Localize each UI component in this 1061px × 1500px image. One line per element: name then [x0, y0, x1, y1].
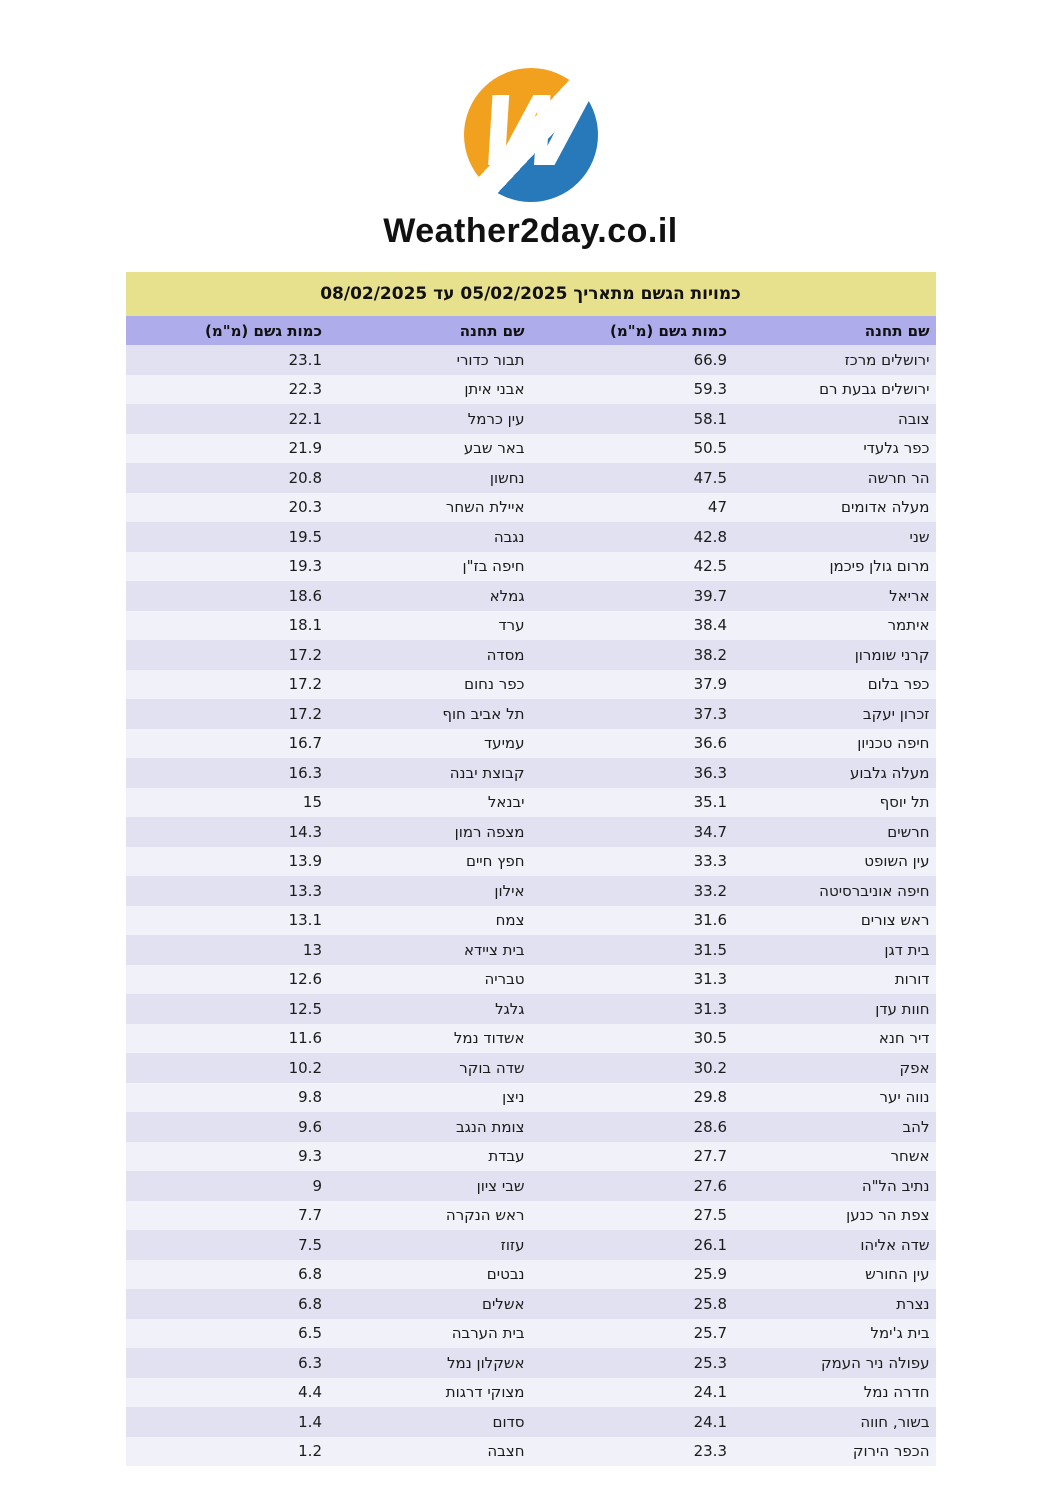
- amount-cell: 42.8: [693, 527, 727, 546]
- amount-cell: 24.1: [693, 1383, 727, 1402]
- table-row: [126, 1289, 936, 1319]
- station-cell: בשור, חווה: [860, 1412, 930, 1431]
- table-row: [126, 1142, 936, 1172]
- table-row: [126, 965, 936, 995]
- station-cell: כפר נחום: [464, 675, 525, 694]
- amount-cell: 6.8: [298, 1294, 322, 1313]
- amount-cell: 36.6: [693, 734, 727, 753]
- amount-cell: 24.1: [693, 1412, 727, 1431]
- station-cell: צומת הנגב: [456, 1117, 525, 1136]
- station-cell: דורות: [894, 970, 930, 989]
- station-cell: מסדה: [486, 645, 525, 664]
- station-cell: נצרת: [896, 1294, 930, 1313]
- amount-cell: 19.5: [288, 527, 322, 546]
- table-row: [126, 1407, 936, 1437]
- amount-cell: 21.9: [288, 439, 322, 458]
- table-row: [126, 1319, 936, 1349]
- amount-cell: 38.4: [693, 616, 727, 635]
- station-cell: עמיעד: [483, 734, 525, 753]
- amount-cell: 31.3: [693, 999, 727, 1018]
- amount-cell: 36.3: [693, 763, 727, 782]
- table-row: [126, 758, 936, 788]
- station-cell: עין כרמל: [467, 409, 525, 428]
- table-row: [126, 876, 936, 906]
- amount-cell: 20.3: [288, 498, 322, 517]
- station-cell: אבני איתן: [464, 380, 525, 399]
- amount-cell: 29.8: [693, 1088, 727, 1107]
- logo-w-letter: W: [471, 76, 590, 188]
- amount-cell: 9.6: [298, 1117, 322, 1136]
- amount-cell: 27.6: [693, 1176, 727, 1195]
- table-row: [126, 1171, 936, 1201]
- amount-cell: 39.7: [693, 586, 727, 605]
- amount-cell: 38.2: [693, 645, 727, 664]
- station-cell: טבריה: [484, 970, 525, 989]
- table-row: [126, 581, 936, 611]
- table-row: [126, 1053, 936, 1083]
- table-row: [126, 1083, 936, 1113]
- station-cell: אילון: [494, 881, 525, 900]
- station-cell: בית דגן: [884, 940, 930, 959]
- amount-cell: 7.5: [298, 1235, 322, 1254]
- station-cell: כפר גלעדי: [863, 439, 930, 458]
- amount-cell: 13.9: [288, 852, 322, 871]
- station-cell: נגבה: [493, 527, 525, 546]
- amount-cell: 17.2: [288, 675, 322, 694]
- amount-cell: 9: [312, 1176, 322, 1195]
- amount-cell: 42.5: [693, 557, 727, 576]
- table-row: [126, 434, 936, 464]
- station-cell: גמלא: [489, 586, 525, 605]
- table-row: [126, 1024, 936, 1054]
- amount-cell: 47: [707, 498, 727, 517]
- amount-cell: 59.3: [693, 380, 727, 399]
- table-row: [126, 817, 936, 847]
- amount-cell: 23.1: [288, 350, 322, 369]
- amount-cell: 66.9: [693, 350, 727, 369]
- amount-cell: 34.7: [693, 822, 727, 841]
- station-cell: תל יוסף: [879, 793, 930, 812]
- amount-cell: 19.3: [288, 557, 322, 576]
- amount-cell: 4.4: [298, 1383, 322, 1402]
- table-row: [126, 906, 936, 936]
- station-cell: נבטים: [486, 1265, 525, 1284]
- station-cell: מעלה אדומים: [841, 498, 930, 517]
- station-cell: עין החורש: [865, 1265, 930, 1284]
- station-cell: חפץ חיים: [466, 852, 525, 871]
- amount-cell: 31.6: [693, 911, 727, 930]
- station-cell: איילת השחר: [445, 498, 525, 517]
- amount-cell: 26.1: [693, 1235, 727, 1254]
- station-cell: קבוצת יבנה: [449, 763, 525, 782]
- table-row: [126, 345, 936, 375]
- station-cell: יבנאל: [487, 793, 525, 812]
- station-cell: ניצן: [502, 1088, 525, 1107]
- amount-cell: 7.7: [298, 1206, 322, 1225]
- station-cell: ראש צורים: [860, 911, 930, 930]
- station-cell: הכפר הירוק: [852, 1442, 930, 1461]
- amount-cell: 18.6: [288, 586, 322, 605]
- station-cell: סדום: [492, 1412, 525, 1431]
- station-cell: צמח: [495, 911, 525, 930]
- col-header-station-1: שם תחנה: [733, 316, 936, 345]
- amount-cell: 16.7: [288, 734, 322, 753]
- amount-cell: 22.1: [288, 409, 322, 428]
- amount-cell: 20.8: [288, 468, 322, 487]
- amount-cell: 25.9: [693, 1265, 727, 1284]
- amount-cell: 25.8: [693, 1294, 727, 1313]
- amount-cell: 23.3: [693, 1442, 727, 1461]
- table-row: [126, 404, 936, 434]
- table-row: [126, 1378, 936, 1408]
- table-row: [126, 1260, 936, 1290]
- station-cell: ראש הנקרה: [445, 1206, 525, 1225]
- table-row: [126, 493, 936, 523]
- col-header-amount-1: כמות גשם (מ"מ): [531, 316, 734, 345]
- amount-cell: 6.5: [298, 1324, 322, 1343]
- amount-cell: 33.3: [693, 852, 727, 871]
- station-cell: כפר בלום: [867, 675, 930, 694]
- station-cell: צפת הר כנען: [846, 1206, 930, 1225]
- amount-cell: 1.2: [298, 1442, 322, 1461]
- amount-cell: 25.7: [693, 1324, 727, 1343]
- station-cell: חיפה אוניברסיטה: [819, 881, 930, 900]
- station-cell: ירושלים גבעת רם: [819, 380, 930, 399]
- amount-cell: 17.2: [288, 645, 322, 664]
- amount-cell: 12.6: [288, 970, 322, 989]
- amount-cell: 16.3: [288, 763, 322, 782]
- station-cell: נתיב הל"ה: [861, 1176, 930, 1195]
- table-row: [126, 1112, 936, 1142]
- table-row: [126, 1437, 936, 1467]
- table-row: [126, 552, 936, 582]
- table-row: [126, 788, 936, 818]
- station-cell: אריאל: [889, 586, 930, 605]
- amount-cell: 14.3: [288, 822, 322, 841]
- amount-cell: 13: [302, 940, 322, 959]
- amount-cell: 47.5: [693, 468, 727, 487]
- table-header-row: [126, 316, 936, 345]
- station-cell: תל אביב חוף: [442, 704, 525, 723]
- amount-cell: 33.2: [693, 881, 727, 900]
- table-row: [126, 847, 936, 877]
- station-cell: עין השופט: [864, 852, 930, 871]
- station-cell: ירושלים מרכז: [844, 350, 930, 369]
- station-cell: אשחר: [890, 1147, 930, 1166]
- station-cell: מצוקי דרגות: [445, 1383, 525, 1402]
- amount-cell: 15: [302, 793, 322, 812]
- table-row: [126, 994, 936, 1024]
- amount-cell: 31.3: [693, 970, 727, 989]
- station-cell: אשדוד נמל: [453, 1029, 525, 1048]
- site-header: [0, 0, 1061, 251]
- amount-cell: 30.5: [693, 1029, 727, 1048]
- amount-cell: 13.3: [288, 881, 322, 900]
- station-cell: זכרון יעקב: [862, 704, 930, 723]
- station-cell: נחשון: [489, 468, 525, 487]
- rain-table-body: [126, 345, 936, 1466]
- station-cell: עזוז: [500, 1235, 525, 1254]
- station-cell: עבדת: [488, 1147, 525, 1166]
- amount-cell: 28.6: [693, 1117, 727, 1136]
- amount-cell: 31.5: [693, 940, 727, 959]
- rain-table-section: [126, 272, 936, 1466]
- station-cell: להב: [902, 1117, 930, 1136]
- table-row: [126, 640, 936, 670]
- station-cell: עפולה ניר העמק: [820, 1353, 930, 1372]
- station-cell: חצבה: [487, 1442, 525, 1461]
- table-title: כמויות הגשם מתאריך 05/02/2025 עד 08/02/2025: [126, 272, 936, 316]
- amount-cell: 18.1: [288, 616, 322, 635]
- col-header-station-2: שם תחנה: [328, 316, 531, 345]
- amount-cell: 27.5: [693, 1206, 727, 1225]
- station-cell: בית הערבה: [451, 1324, 525, 1343]
- station-cell: בית ציידא: [464, 940, 525, 959]
- station-cell: אשלים: [482, 1294, 525, 1313]
- station-cell: מצפה רמון: [454, 822, 525, 841]
- amount-cell: 50.5: [693, 439, 727, 458]
- table-row: [126, 1230, 936, 1260]
- station-cell: בית ג'ימל: [870, 1324, 930, 1343]
- table-row: [126, 699, 936, 729]
- table-row: [126, 729, 936, 759]
- station-cell: חרשים: [887, 822, 930, 841]
- amount-cell: 37.9: [693, 675, 727, 694]
- table-row: [126, 670, 936, 700]
- station-cell: שני: [909, 527, 930, 546]
- station-cell: מרום גולן פיכמן: [829, 557, 930, 576]
- amount-cell: 30.2: [693, 1058, 727, 1077]
- amount-cell: 22.3: [288, 380, 322, 399]
- table-row: [126, 611, 936, 641]
- amount-cell: 6.8: [298, 1265, 322, 1284]
- station-cell: נווה יער: [879, 1088, 930, 1107]
- amount-cell: 10.2: [288, 1058, 322, 1077]
- station-cell: אפק: [899, 1058, 930, 1077]
- table-row: [126, 1348, 936, 1378]
- station-cell: חיפה טכניון: [857, 734, 930, 753]
- station-cell: ערד: [498, 616, 525, 635]
- station-cell: גלגל: [495, 999, 525, 1018]
- site-wordmark: Weather2day.co.il: [383, 212, 678, 250]
- amount-cell: 13.1: [288, 911, 322, 930]
- amount-cell: 27.7: [693, 1147, 727, 1166]
- amount-cell: 12.5: [288, 999, 322, 1018]
- amount-cell: 37.3: [693, 704, 727, 723]
- amount-cell: 25.3: [693, 1353, 727, 1372]
- station-cell: שבי ציון: [476, 1176, 525, 1195]
- station-cell: שדה אליהו: [860, 1235, 930, 1254]
- col-header-amount-2: כמות גשם (מ"מ): [126, 316, 329, 345]
- station-cell: תבור כדורי: [456, 350, 525, 369]
- station-cell: איתמר: [887, 616, 930, 635]
- amount-cell: 6.3: [298, 1353, 322, 1372]
- table-row: [126, 935, 936, 965]
- station-cell: באר שבע: [463, 439, 525, 458]
- station-cell: דיר חנא: [878, 1029, 930, 1048]
- table-row: [126, 463, 936, 493]
- amount-cell: 35.1: [693, 793, 727, 812]
- amount-cell: 11.6: [288, 1029, 322, 1048]
- station-cell: הר חרשה: [867, 468, 930, 487]
- station-cell: חוות עדן: [875, 999, 930, 1018]
- station-cell: צובה: [898, 409, 930, 428]
- station-cell: מעלה גלבוע: [849, 763, 930, 782]
- weather2day-logo-icon: [464, 68, 598, 202]
- table-row: [126, 1201, 936, 1231]
- station-cell: שדה בוקר: [459, 1058, 525, 1077]
- table-row: [126, 522, 936, 552]
- amount-cell: 17.2: [288, 704, 322, 723]
- amount-cell: 9.8: [298, 1088, 322, 1107]
- rain-table: [126, 316, 936, 1466]
- station-cell: קרני שומרון: [854, 645, 930, 664]
- table-row: [126, 375, 936, 405]
- station-cell: חיפה בז"ן: [462, 557, 525, 576]
- amount-cell: 1.4: [298, 1412, 322, 1431]
- amount-cell: 9.3: [298, 1147, 322, 1166]
- station-cell: אשקלון נמל: [447, 1353, 525, 1372]
- station-cell: חדרה נמל: [863, 1383, 930, 1402]
- amount-cell: 58.1: [693, 409, 727, 428]
